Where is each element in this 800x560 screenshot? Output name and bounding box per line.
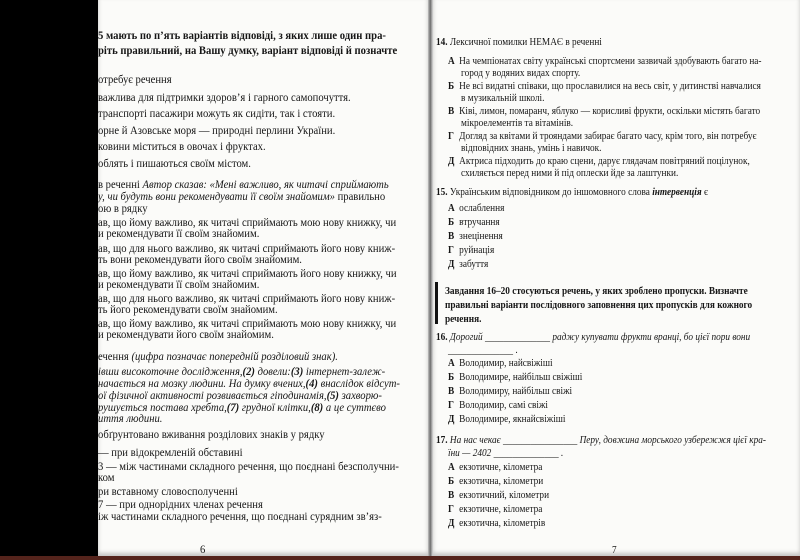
text-line [448, 55, 762, 67]
text-segment: іж частинами складного речення, що поєднані сурядним зв’яз- [98, 511, 382, 523]
text-line [448, 105, 760, 117]
text-segment: и рекомендувати його своїм знайомим. [98, 329, 274, 341]
text-line [98, 228, 259, 240]
text-segment: екзотичне, кілометра [459, 503, 543, 515]
text-line [448, 475, 543, 487]
text-line [436, 186, 708, 198]
text-segment: отребує речення [98, 74, 172, 86]
text-segment: Г [448, 130, 454, 142]
text-line [98, 141, 266, 153]
text-segment: (цифра позначає попередній розділовий знак). [131, 351, 338, 363]
text-segment: — при відокремленій обставині [98, 447, 243, 459]
text-line [448, 344, 518, 356]
text-segment: Володимире, якнайсвіжіші [459, 413, 566, 425]
text-segment: ри вставному словосполученні [98, 486, 238, 498]
text-line [98, 461, 399, 473]
text-segment: Б [448, 216, 455, 228]
text-segment: В [448, 385, 455, 397]
text-line [448, 371, 582, 383]
text-segment: екзотична, кілометрів [459, 517, 546, 529]
text-segment: речення. [445, 313, 482, 325]
text-line [448, 399, 548, 411]
text-segment: Лексичної помилки НЕМАЄ в реченні [447, 36, 602, 48]
text-segment: 5 мають по п’ять варіантів відповіді, з яких лише один пра- [98, 30, 386, 42]
text-line [448, 517, 545, 529]
text-line [448, 385, 572, 397]
text-segment: ______________ [493, 447, 559, 459]
text-segment: ріть правильний, на Вашу думку, варіант відповіді й позначте [98, 45, 398, 57]
text-segment: транспорті пасажири можуть як сидіти, так і стояти. [98, 108, 336, 120]
page-number [612, 544, 617, 556]
text-line [98, 30, 386, 42]
text-segment: Г [448, 244, 454, 256]
text-line [98, 378, 400, 390]
text-line [98, 429, 325, 441]
text-segment: а це суттєво [323, 402, 386, 414]
text-segment: ечення [98, 351, 132, 363]
text-segment: (5) [326, 390, 339, 402]
text-segment: руйнація [459, 244, 495, 256]
text-line [98, 158, 251, 170]
text-segment: Д [448, 258, 455, 270]
text-segment: 15. [436, 186, 448, 198]
text-line [98, 390, 382, 402]
text-line [98, 329, 274, 341]
text-segment: 14. [436, 36, 448, 48]
text-segment: мікроелементів та вітамінів. [461, 117, 574, 129]
text-segment: 6 [200, 544, 206, 556]
text-segment: Перу, довжина морського узбережжя цієї кра- [577, 434, 766, 446]
text-segment: облять і пишаються своїм містом. [98, 158, 251, 170]
text-line [448, 489, 549, 501]
text-segment: інтервенція [652, 186, 702, 198]
text-line [98, 74, 172, 86]
text-segment: город у водяних видах спорту. [461, 67, 581, 79]
text-segment: 3 — між частинами складного речення, що поєднані безсполучни- [98, 461, 399, 473]
text-segment: екзотичний, кілометри [459, 489, 550, 501]
text-segment: . [558, 447, 564, 459]
text-line [448, 202, 504, 214]
text-line [98, 304, 278, 316]
text-segment: раджу купувати фрукти вранці, бо цієї пори вони [550, 331, 751, 343]
text-line [98, 191, 385, 203]
text-segment: ______________ [485, 331, 551, 343]
text-segment: ______________ . [448, 344, 518, 356]
page-right [433, 0, 800, 556]
text-line [98, 472, 114, 484]
text-segment: є [701, 186, 708, 198]
page-left [98, 0, 428, 556]
text-line [461, 142, 601, 154]
text-line [98, 92, 351, 104]
text-line [98, 108, 335, 120]
text-line [448, 244, 494, 256]
text-segment: в музикальній школі. [461, 92, 545, 104]
text-segment: (2) [242, 366, 255, 378]
text-segment: екзотична, кілометри [459, 475, 544, 487]
text-line [436, 434, 766, 446]
text-segment: Володимир, найсвіжіші [459, 357, 553, 369]
text-line [448, 461, 542, 473]
text-segment: Г [448, 399, 454, 411]
text-segment: внаслідок відсут- [317, 378, 400, 390]
text-segment: Володимир, самі свіжі [459, 399, 548, 411]
text-line [98, 179, 389, 191]
text-segment: ав, що йому важливо, як читачі сприймають його нову книжку, чи [98, 268, 397, 280]
text-segment: Г [448, 503, 454, 515]
text-segment: (4) [305, 378, 318, 390]
text-segment: На нас чекає [447, 434, 503, 446]
text-segment: В [448, 489, 455, 501]
text-segment: Д [448, 413, 455, 425]
text-line [98, 45, 397, 57]
text-segment: (8) [310, 402, 324, 414]
text-segment: відповідних знань, умінь і навичок. [461, 142, 602, 154]
text-segment: начається на мозку людини. На думку вчених, [98, 378, 306, 390]
text-segment: А [448, 202, 455, 214]
text-segment: В [448, 105, 455, 117]
text-line [448, 503, 542, 515]
text-segment: В [448, 230, 455, 242]
text-segment: и рекомендувати її своїм знайомим. [98, 228, 260, 240]
text-segment: правильно [334, 191, 386, 203]
text-segment: 16. [436, 331, 448, 343]
text-line [448, 155, 750, 167]
text-line [461, 92, 544, 104]
text-segment: иття людини. [98, 413, 163, 425]
text-segment: ав, що йому важливо, як читачі сприймають мою нову книжку, чи [98, 318, 397, 330]
text-segment: довели: [254, 366, 291, 378]
text-line [448, 130, 756, 142]
text-segment: ої фізичної активності розвивається гіподинамія, [98, 390, 327, 402]
text-line [98, 279, 259, 291]
text-segment: рушується постава хребта, [98, 402, 227, 414]
text-line [448, 413, 566, 425]
text-segment: в реченні [98, 179, 143, 191]
text-segment: Догляд за квітами й трояндами забирає багато часу, крім того, він потребує [459, 130, 757, 142]
text-line [461, 117, 573, 129]
text-line [448, 230, 503, 242]
text-line [98, 486, 238, 498]
text-segment: ослаблення [459, 202, 505, 214]
text-segment: Актриса підходить до краю сцени, дарує глядачам повітряний поцілунок, [459, 155, 750, 167]
text-segment: (3) [290, 366, 304, 378]
text-line [448, 80, 761, 92]
text-segment: грудної клітки, [239, 402, 311, 414]
text-segment: Д [448, 155, 455, 167]
text-segment: А [448, 461, 455, 473]
text-segment: ть вони рекомендувати його своїм знайомим. [98, 254, 302, 266]
text-segment: знецінення [459, 230, 503, 242]
text-segment: 17. [436, 434, 448, 446]
text-line [98, 203, 148, 215]
text-segment: и рекомендувати її своїм знайомим. [98, 279, 260, 291]
text-segment: екзотичне, кілометра [459, 461, 543, 473]
text-segment: Володимиру, найбільш свіжі [459, 385, 573, 397]
callout-line [445, 313, 481, 325]
text-segment: На чемпіонатах світу українські спортсмени зазвичай здобувають багато на- [459, 55, 762, 67]
text-line [98, 125, 335, 137]
text-line [98, 499, 263, 511]
text-line [448, 357, 553, 369]
text-segment: інтернет-залеж- [303, 366, 386, 378]
page-number [200, 544, 206, 556]
text-line [98, 351, 338, 363]
text-segment: івши високоточне дослідження, [98, 366, 243, 378]
text-segment: ав, що для нього важливо, як читачі сприймають його нову книж- [98, 293, 396, 305]
text-line [461, 67, 580, 79]
text-line [98, 447, 243, 459]
text-segment: (7) [226, 402, 240, 414]
text-segment: А [448, 357, 455, 369]
text-segment: Д [448, 517, 455, 529]
text-segment: 7 [612, 544, 618, 556]
text-segment: 7 — при однорідних членах речення [98, 499, 263, 511]
text-line [98, 413, 162, 425]
text-segment: захворю- [338, 390, 382, 402]
text-segment: втручання [459, 216, 500, 228]
text-line [98, 254, 302, 266]
text-line [98, 366, 385, 378]
text-segment: Володимире, найбільш свіжіші [459, 371, 583, 383]
text-segment: ковини міститься в овочах і фруктах. [98, 141, 266, 153]
text-segment: у, чи будуть вони рекомендувати її своїм знайомим» [98, 191, 335, 203]
text-segment: Ківі, лимон, помаранч, яблуко — корисливі фрукти, оскільки містять багато [459, 105, 761, 117]
bottom-bar [0, 556, 800, 560]
text-segment: Автор сказав: «Мені важливо, як читачі сприймають [142, 179, 389, 191]
text-segment: правильні варіанти послідовного заповнення цих пропусків для кожного [445, 299, 753, 311]
text-segment: Дорогий [447, 331, 486, 343]
text-line [448, 447, 563, 459]
text-segment: Б [448, 371, 455, 383]
text-segment: важлива для підтримки здоров’я і гарного самопочуття. [98, 92, 351, 104]
text-segment: орне й Азовське моря — природні перлини України. [98, 125, 336, 137]
text-segment: Українським відповідником до іншомовного слова [447, 186, 653, 198]
text-segment: Б [448, 475, 455, 487]
text-segment: їни — 2402 [448, 447, 494, 459]
text-line [448, 216, 500, 228]
text-segment: обґрунтовано вживання розділових знаків у рядку [98, 429, 325, 441]
text-segment: схиляється перед ними й під оплески йде за лаштунки. [461, 167, 679, 179]
text-segment: А [448, 55, 455, 67]
text-segment: забуття [459, 258, 489, 270]
text-segment: ав, що йому важливо, як читачі сприймають мою нову книжку, чи [98, 217, 397, 229]
text-line [461, 167, 678, 179]
text-segment: ав, що для нього важливо, як читачі сприймають його нову книж- [98, 243, 396, 255]
text-line [436, 331, 750, 343]
text-segment: Не всі видатні співаки, що прославилися на весь світ, у дитинстві навчалися [459, 80, 761, 92]
text-segment: Б [448, 80, 455, 92]
text-segment: ________________ [502, 434, 578, 446]
text-line [98, 511, 382, 523]
text-segment: ою в рядку [98, 203, 148, 215]
callout-line [445, 285, 748, 297]
text-segment: ть його рекомендувати своїм знайомим. [98, 304, 278, 316]
text-line [436, 36, 602, 48]
text-segment: ком [98, 472, 115, 484]
text-segment: Завдання 16–20 стосуються речень, у яких зроблено пропуски. Визначте [445, 285, 748, 297]
text-line [448, 258, 488, 270]
callout-line [445, 299, 752, 311]
callout-left-bar [435, 282, 438, 324]
